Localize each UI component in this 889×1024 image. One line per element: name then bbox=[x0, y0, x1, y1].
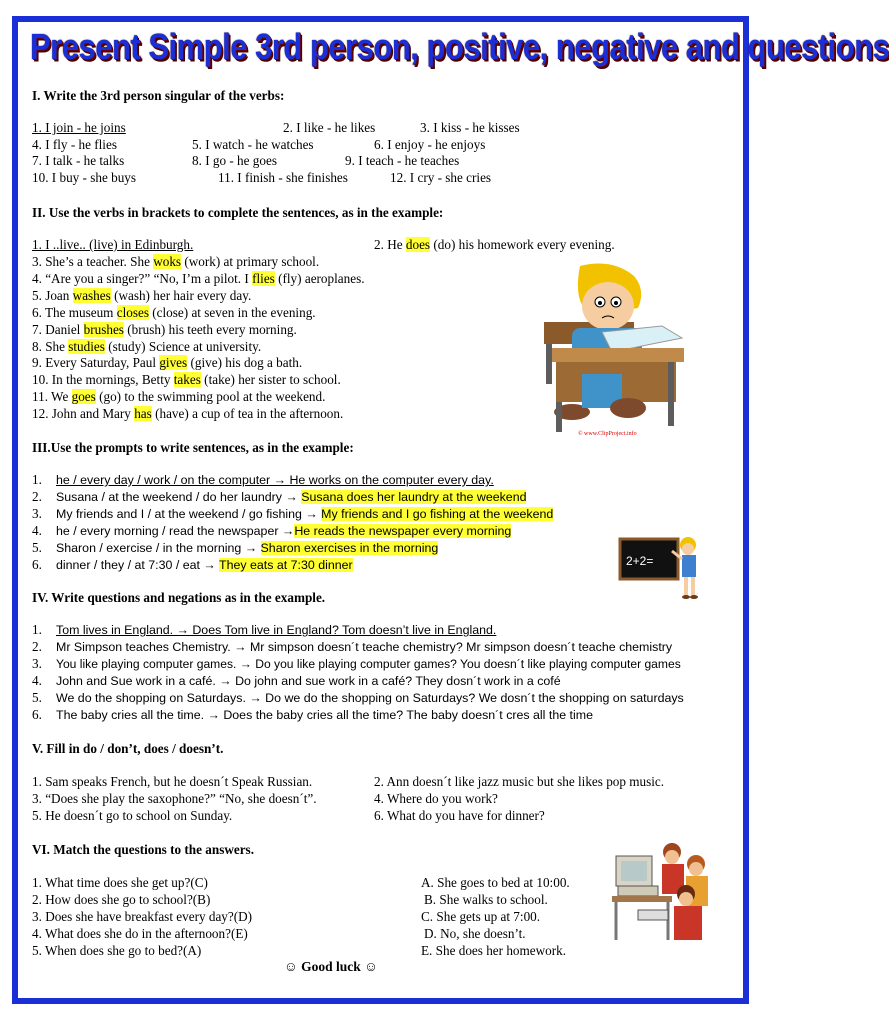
s4-item-number: 5. bbox=[32, 690, 42, 705]
s2-example: 1. I ..live.. (live) in Edinburgh. bbox=[32, 237, 194, 252]
s1-col3-line3: 9. I teach - he teaches bbox=[345, 153, 460, 168]
s1-col4-line1: 3. I kiss - he kisses bbox=[420, 120, 520, 135]
s2-item-answer: washes bbox=[72, 287, 111, 303]
page-title: Present Simple 3rd person, positive, negative and questions bbox=[30, 26, 889, 68]
s2-item-text: 5. Joan bbox=[32, 287, 73, 303]
image-credit: © www.ClipProject.info bbox=[578, 431, 637, 437]
s4-item-number: 2. bbox=[32, 639, 42, 654]
s3-item bbox=[56, 523, 511, 539]
s2-item-answer: flies bbox=[252, 270, 275, 286]
s6-question: 5. When does she go to bed?(A) bbox=[32, 943, 202, 958]
s2-item-2: 2. He does (do) his homework every evening. bbox=[374, 237, 615, 252]
s6-answer: E. She does her homework. bbox=[421, 943, 567, 958]
footer-good-luck: ☺ Good luck ☺ bbox=[284, 959, 378, 974]
s4-item-prompt: Tom lives in England. → Does Tom live in England? Tom doesn’t live in England. bbox=[56, 623, 497, 637]
section-2-heading: II. Use the verbs in brackets to complete the sentences, as in the example: bbox=[32, 205, 444, 220]
s3-item bbox=[56, 540, 438, 556]
s2-item-text: (have) a cup of tea in the afternoon. bbox=[151, 406, 344, 422]
s1-col2-line4: 11. I finish - she finishes bbox=[218, 170, 348, 185]
s4-item bbox=[56, 639, 672, 655]
s4-item-prompt: We do the shopping on Saturdays. → bbox=[56, 691, 266, 705]
student-at-desk-image bbox=[542, 262, 692, 438]
s4-item-prompt: Mr Simpson teaches Chemistry. → bbox=[56, 640, 250, 654]
s4-item-number: 6. bbox=[32, 707, 42, 722]
s6-question: 3. Does she have breakfast every day?(D) bbox=[32, 909, 253, 924]
s1-col3-line1: 2. I like - he likes bbox=[283, 120, 376, 135]
s6-answer: A. She goes to bed at 10:00. bbox=[421, 875, 570, 890]
s2-item bbox=[32, 305, 316, 321]
chalkboard-teacher-image bbox=[618, 533, 712, 603]
s5-right-2: 4. Where do you work? bbox=[374, 791, 498, 806]
s3-item-prompt: My friends and I / at the weekend / go fishing → bbox=[56, 507, 322, 521]
s2-item-text: (work) at primary school. bbox=[181, 254, 320, 269]
s4-item bbox=[56, 690, 684, 706]
s3-item-number: 3. bbox=[32, 506, 42, 521]
s3-item bbox=[56, 489, 526, 505]
s2-item bbox=[32, 254, 319, 270]
s1-col1-line3: 7. I talk - he talks bbox=[32, 153, 125, 168]
s1-col4-line4: 12. I cry - she cries bbox=[390, 170, 492, 185]
s5-right-3: 6. What do you have for dinner? bbox=[374, 808, 545, 823]
s3-item-answer: He reads the newspaper every morning bbox=[294, 524, 512, 538]
s2-item-text: (give) his dog a bath. bbox=[187, 355, 303, 371]
s2-item-answer: takes bbox=[173, 372, 201, 388]
s3-item-number: 4. bbox=[32, 523, 42, 538]
s2-item-answer: brushes bbox=[83, 321, 124, 337]
s3-item-prompt: dinner / they / at 7:30 / eat → bbox=[56, 558, 220, 572]
s3-item-number: 1. bbox=[32, 472, 42, 487]
s2-item-answer: has bbox=[134, 406, 152, 422]
s2-item-text: 10. In the mornings, Betty bbox=[32, 372, 174, 388]
s1-col1-line4: 10. I buy - she buys bbox=[32, 170, 137, 185]
section-5-heading: V. Fill in do / don’t, does / doesn’t. bbox=[32, 741, 224, 756]
s2-item-answer: gives bbox=[159, 355, 188, 371]
section-1-heading: I. Write the 3rd person singular of the verbs: bbox=[32, 88, 285, 103]
s2-item-text: 4. “Are you a singer?” “No, I’m a pilot. I bbox=[32, 270, 253, 286]
s2-item bbox=[32, 389, 325, 405]
s5-right-1: 2. Ann doesn´t like jazz music but she likes pop music. bbox=[374, 774, 665, 789]
s4-item bbox=[56, 707, 593, 723]
s3-item-number: 5. bbox=[32, 540, 42, 555]
s2-item bbox=[32, 406, 343, 422]
s2-item-text: 6. The museum bbox=[32, 304, 117, 320]
s2-item bbox=[32, 372, 341, 388]
s3-item-answer: Susana does her laundry at the weekend bbox=[301, 490, 527, 504]
s2-item bbox=[32, 288, 251, 304]
s2-item-text: (wash) her hair every day. bbox=[110, 287, 252, 303]
s2-item-text: (close) at seven in the evening. bbox=[148, 304, 316, 320]
s2-item-answer: closes bbox=[116, 304, 149, 320]
s4-item-answer: Do john and sue work in a café? They dosn´t work in a cofé bbox=[235, 674, 561, 688]
s6-question: 1. What time does she get up?(C) bbox=[32, 875, 208, 890]
s3-item-prompt: he / every day / work / on the computer → He works on the computer every day. bbox=[56, 473, 494, 487]
s2-item-answer: woks bbox=[153, 254, 182, 269]
s4-item-answer: Do you like playing computer games? You doesn´t like playing computer games bbox=[255, 657, 681, 671]
s1-col2-line2: 5. I watch - he watches bbox=[192, 137, 314, 152]
s5-left-3: 5. He doesn´t go to school on Sunday. bbox=[32, 808, 233, 823]
s4-item-answer: Does the baby cries all the time? The baby doesn´t cres all the time bbox=[223, 708, 593, 722]
s2-item-text: (take) her sister to school. bbox=[200, 372, 341, 388]
s2-item-text: 11. We bbox=[32, 389, 72, 405]
s2-item-text: (brush) his teeth every morning. bbox=[123, 321, 297, 337]
s3-item bbox=[56, 506, 553, 522]
s4-item-prompt: You like playing computer games. → bbox=[56, 657, 256, 671]
s5-left-2: 3. “Does she play the saxophone?” “No, she doesn´t”. bbox=[32, 791, 317, 806]
s3-item-prompt: Sharon / exercise / in the morning → bbox=[56, 541, 261, 555]
s4-item bbox=[56, 622, 496, 638]
s2-item-text: 7. Daniel bbox=[32, 321, 84, 337]
s3-item-answer: Sharon exercises in the morning bbox=[260, 541, 439, 555]
s2-item bbox=[32, 339, 261, 355]
s4-item-prompt: John and Sue work in a café. → bbox=[56, 674, 236, 688]
s2-item-text: 9. Every Saturday, Paul bbox=[32, 355, 160, 371]
s4-item bbox=[56, 673, 561, 689]
section-3-heading: III.Use the prompts to write sentences, as in the example: bbox=[32, 440, 354, 455]
s4-item-answer: Mr simpson doesn´t teache chemistry? Mr simpson doesn´t teache chemistry bbox=[249, 640, 673, 654]
s3-item-answer: My friends and I go fishing at the weekend bbox=[321, 507, 554, 521]
s1-col1-line1: 1. I join - he joins bbox=[32, 120, 126, 135]
s2-item-answer: goes bbox=[71, 389, 96, 405]
s4-item-number: 1. bbox=[32, 622, 42, 637]
s4-item-number: 4. bbox=[32, 673, 42, 688]
section-4-heading: IV. Write questions and negations as in the example. bbox=[32, 590, 326, 605]
s3-item bbox=[56, 557, 353, 573]
s1-col1-line2: 4. I fly - he flies bbox=[32, 137, 117, 152]
s6-answer: C. She gets up at 7:00. bbox=[421, 909, 541, 924]
s2-item-text: 3. She’s a teacher. She bbox=[32, 254, 154, 269]
s6-question: 4. What does she do in the afternoon?(E) bbox=[32, 926, 248, 941]
s5-left-1: 1. Sam speaks French, but he doesn´t Speak Russian. bbox=[32, 774, 313, 789]
children-computer-image bbox=[612, 840, 714, 950]
s3-item-number: 6. bbox=[32, 557, 42, 572]
s6-question: 2. How does she go to school?(B) bbox=[32, 892, 211, 907]
s1-col2-line3: 8. I go - he goes bbox=[192, 153, 277, 168]
s2-item-answer: studies bbox=[68, 338, 105, 354]
s3-item-answer: They eats at 7:30 dinner bbox=[219, 558, 353, 572]
s1-col4-line2: 6. I enjoy - he enjoys bbox=[374, 137, 486, 152]
board-text: 2+2= bbox=[626, 554, 654, 568]
s3-item-prompt: Susana / at the weekend / do her laundry → bbox=[56, 490, 302, 504]
s2-item bbox=[32, 322, 297, 338]
s2-item-text: 12. John and Mary bbox=[32, 406, 135, 422]
s4-item bbox=[56, 656, 681, 672]
s2-item-text: (study) Science at university. bbox=[104, 338, 262, 354]
s3-item-number: 2. bbox=[32, 489, 42, 504]
s3-item-prompt: he / every morning / read the newspaper → bbox=[56, 524, 295, 538]
s3-item bbox=[56, 472, 494, 488]
s2-item bbox=[32, 355, 302, 371]
s2-item bbox=[32, 271, 365, 287]
section-6-heading: VI. Match the questions to the answers. bbox=[32, 842, 254, 857]
s2-item-text: 8. She bbox=[32, 338, 69, 354]
s6-answer: B. She walks to school. bbox=[424, 892, 548, 907]
s6-answer: D. No, she doesn’t. bbox=[424, 926, 526, 941]
s4-item-number: 3. bbox=[32, 656, 42, 671]
s2-item-text: (go) to the swimming pool at the weekend. bbox=[95, 389, 326, 405]
s4-item-prompt: The baby cries all the time. → bbox=[56, 708, 224, 722]
s4-item-answer: Do we do the shopping on Saturdays? We dosn´t the shopping on saturdays bbox=[265, 691, 684, 705]
s2-item-text: (fly) aeroplanes. bbox=[274, 270, 365, 286]
